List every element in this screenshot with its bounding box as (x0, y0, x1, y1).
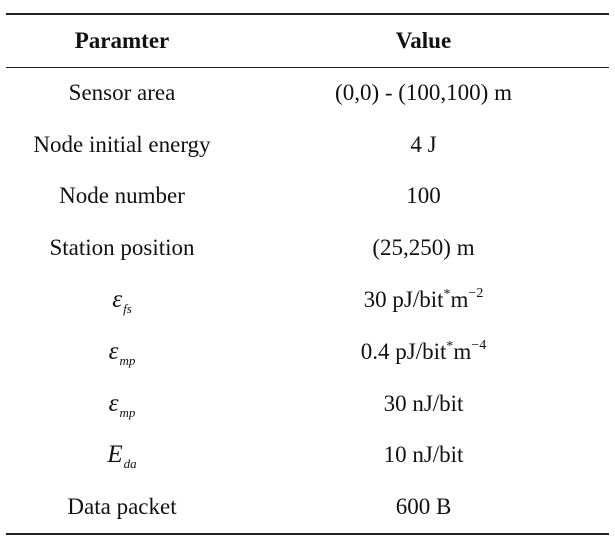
symbol-subscript: mp (119, 352, 136, 368)
value-cell: 10 nJ/bit (383, 442, 464, 468)
value-main: 30 pJ/bit (363, 287, 444, 313)
table-row (6, 378, 609, 430)
table-row (6, 481, 609, 533)
header-row (6, 15, 609, 67)
epsilon-symbol: ε (112, 286, 123, 314)
symbol-subscript: fs (123, 301, 132, 317)
table-bottom-rule (6, 533, 609, 535)
parameter-cell: Node number (59, 183, 185, 209)
table-row (6, 326, 609, 378)
parameter-cell (6, 378, 238, 430)
value-cell: 600 B (395, 494, 452, 520)
parameter-cell: Sensor area (68, 80, 176, 106)
table-row (6, 222, 609, 274)
value-star: * (446, 338, 454, 354)
epsilon-symbol: ε (108, 337, 119, 365)
epsilon-symbol: ε (108, 389, 119, 417)
parameter-cell (6, 274, 238, 326)
value-unit: m (450, 287, 469, 313)
column-header-parameter: Paramter (74, 28, 170, 53)
column-header-value: Value (395, 28, 452, 53)
value-main: 0.4 pJ/bit (360, 338, 447, 364)
parameter-table (6, 15, 609, 533)
parameter-cell (6, 326, 238, 378)
parameter-cell: Station position (49, 235, 195, 261)
value-star: * (443, 287, 451, 303)
value-cell: 30 nJ/bit (383, 390, 464, 416)
value-cell: 4 J (410, 131, 437, 157)
value-unit: m (453, 338, 472, 364)
parameter-cell (6, 430, 238, 482)
value-cell: (0,0) - (100,100) m (335, 80, 512, 106)
table-row (6, 274, 609, 326)
value-cell: (25,250) m (372, 235, 475, 261)
symbol-subscript: da (123, 456, 137, 472)
table-row (6, 171, 609, 223)
value-cell (238, 274, 609, 326)
parameter-cell: Node initial energy (33, 131, 211, 157)
table-row (6, 430, 609, 482)
value-exponent: −2 (468, 286, 484, 302)
table-row (6, 119, 609, 171)
value-cell (238, 326, 609, 378)
value-exponent: −4 (471, 337, 487, 353)
symbol-subscript: mp (119, 404, 136, 420)
table-row (6, 67, 609, 119)
value-cell: 100 (406, 183, 441, 209)
energy-symbol: E (107, 441, 123, 469)
parameter-cell: Data packet (67, 494, 177, 520)
